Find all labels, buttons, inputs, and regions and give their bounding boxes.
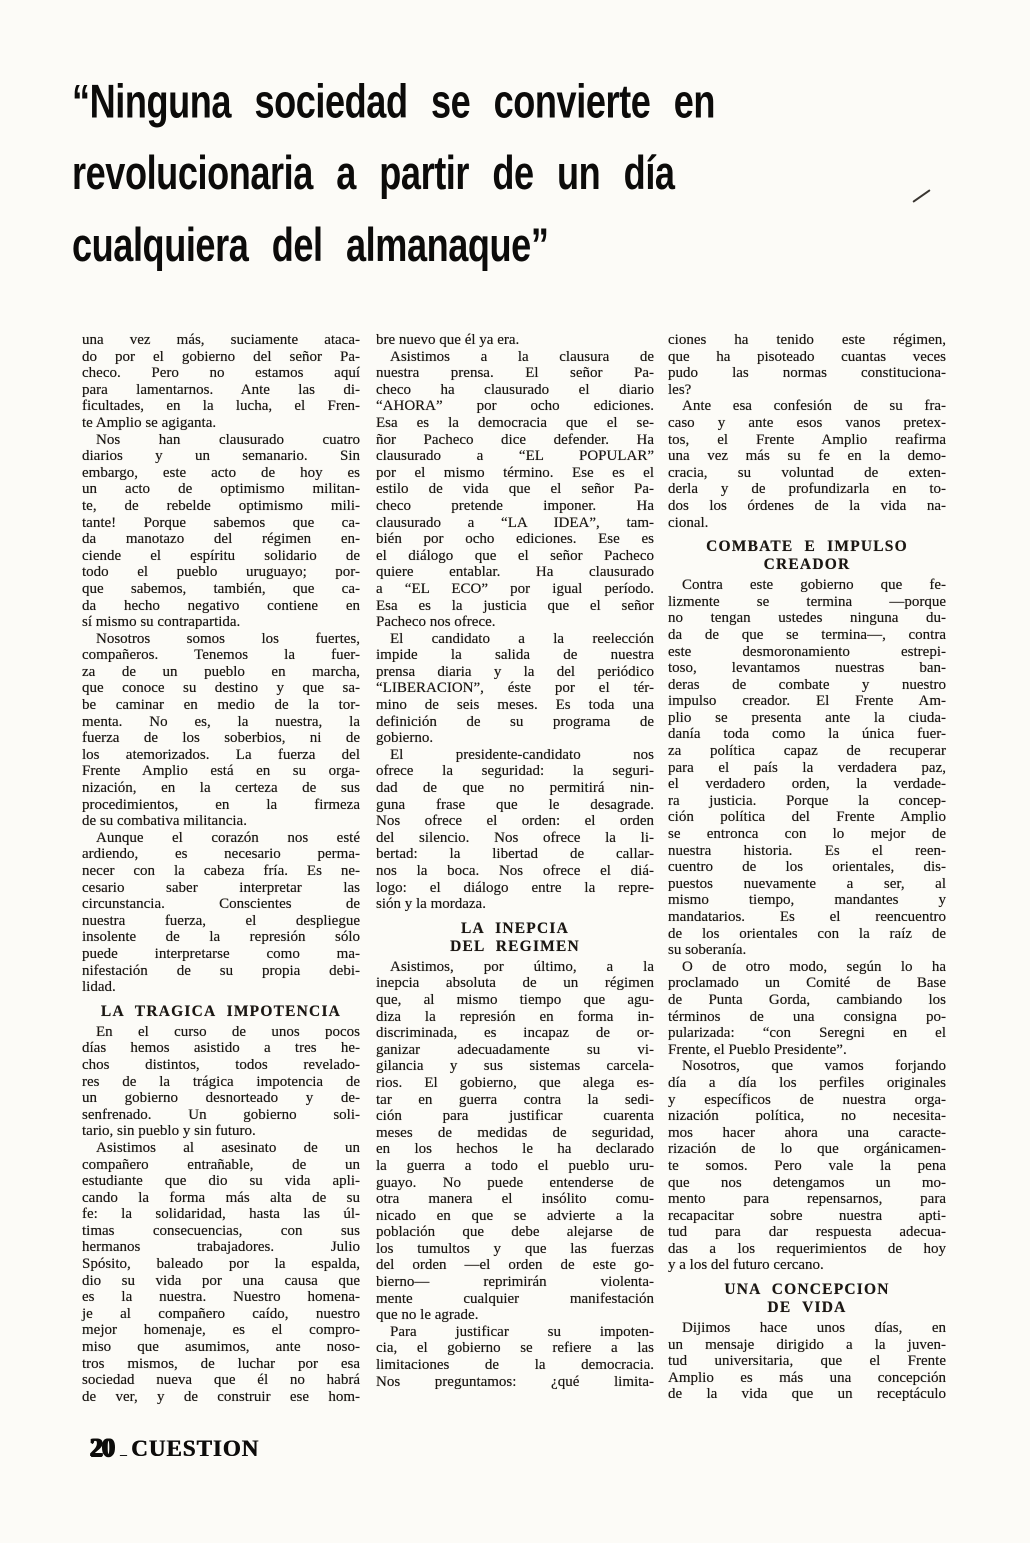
text-line: sión y la mordaza. xyxy=(376,896,486,913)
text-line: estudiante que dio su vida apli- xyxy=(82,1173,360,1190)
text-line: Aunque el corazón nos esté xyxy=(96,829,360,846)
article-column-2 xyxy=(376,332,654,1390)
text-line: te, de rebelde optimismo mili- xyxy=(82,497,360,514)
article-column-3 xyxy=(668,332,946,1403)
text-line: plio se presenta ante la ciuda- xyxy=(668,709,946,726)
text-line: diza la represión en forma in- xyxy=(376,1008,654,1025)
text-line: estilo de vida que el señor Pa- xyxy=(376,481,654,498)
text-line: mandatarios. Es el reencuentro xyxy=(668,909,946,925)
text-line: su soberanía. xyxy=(668,942,747,959)
text-line: prensa diaria y la del periódico xyxy=(376,663,654,680)
text-line: bre nuevo que él ya era. xyxy=(376,332,520,348)
text-line: Asistimos, por último, a la xyxy=(390,958,654,975)
heading-line: COMBATE E IMPULSO xyxy=(706,538,908,556)
article-headline xyxy=(72,66,743,281)
text-line: población que debe alejarse de xyxy=(376,1224,654,1241)
text-line: nuestra historia. Es el reen- xyxy=(668,842,946,859)
text-line: Frente, el Pueblo Presidente”. xyxy=(668,1041,847,1058)
text-line: bierno— reprimirán violenta- xyxy=(376,1274,654,1291)
text-line: de su combativa militancia. xyxy=(82,813,247,830)
page-number: 20 xyxy=(90,1433,114,1462)
text-line: embargo, este acto de hoy es xyxy=(82,464,360,481)
text-line: mejor homenaje, es el compro- xyxy=(82,1322,360,1339)
text-line: El candidato a la reelección xyxy=(390,630,654,647)
text-line: una vez más su fe en la demo- xyxy=(668,448,946,465)
text-line: Amplio es más una concepción xyxy=(668,1369,946,1386)
text-line: derla y de profundizarla en to- xyxy=(668,481,946,498)
article-column-1 xyxy=(82,332,360,1405)
text-line: este desmoronamiento estrepi- xyxy=(668,643,946,660)
text-line: clausurado a “LA IDEA”, tam- xyxy=(376,514,654,531)
text-line: ciones ha tenido este régimen, xyxy=(668,332,946,348)
publication-name: CUESTION xyxy=(131,1436,260,1461)
text-line: los atemorizados. La fuerza del xyxy=(82,746,360,763)
text-line: mos hacer ahora una caracte- xyxy=(668,1124,946,1141)
text-line: día a día los perfiles originales xyxy=(668,1074,946,1091)
text-line: cuentro de los orientales, dis- xyxy=(668,859,946,876)
text-line: za de un pueblo en marcha, xyxy=(82,663,360,680)
text-line: impulso creador. El Frente Am- xyxy=(668,693,946,710)
text-line: no tengan ustedes ninguna du- xyxy=(668,610,946,627)
text-line: circunstancia. Conscientes de xyxy=(82,896,360,913)
text-line: términos de una consigna po- xyxy=(668,1008,946,1025)
headline-line-2: revolucionaria a partir de un día xyxy=(72,146,675,200)
text-line: todo el pueblo uruguayo; por- xyxy=(82,564,360,581)
text-line: que no le agrade. xyxy=(376,1307,479,1324)
text-line: recapacitar sobre nuestra apti- xyxy=(668,1207,946,1224)
text-line: O de otro modo, según lo ha xyxy=(682,958,946,975)
text-line: ganizar adecuadamente su vi- xyxy=(376,1041,654,1058)
text-line: pularizada: “con Seregni en el xyxy=(668,1025,946,1042)
text-line: je al compañero caído, nuestro xyxy=(82,1305,360,1322)
page-footer xyxy=(90,1433,259,1463)
text-line: compañeros. Tenemos la fuer- xyxy=(82,647,360,664)
text-line: les? xyxy=(668,381,692,398)
footer-separator: _ xyxy=(120,1443,127,1458)
text-line: quiere entablar. Ha clausurado xyxy=(376,564,654,581)
text-line: checo. Pero no estamos aquí xyxy=(82,365,360,382)
text-line: ra justicia. Porque la concep- xyxy=(668,792,946,809)
text-line: da de que se termina—, contra xyxy=(668,626,946,643)
text-line: de ver, y de construir ese hom- xyxy=(82,1388,360,1405)
text-line: Para justificar su impoten- xyxy=(390,1323,654,1340)
text-line: necer con la cabeza fría. Es ne- xyxy=(82,863,360,879)
text-line: para lamentarnos. Ante las di- xyxy=(82,381,360,398)
text-line: tros mismos, de luchar por esa xyxy=(82,1355,360,1372)
text-line: miso que asumimos, ante noso- xyxy=(82,1339,360,1356)
text-line: dad de que no permitirá nin- xyxy=(376,780,654,797)
text-line: se entronca con lo mejor de xyxy=(668,826,946,843)
text-line: insolente de la represión sólo xyxy=(82,929,360,946)
text-line: para el país la verdadera paz, xyxy=(668,759,946,776)
text-line: una vez más, suciamente ataca- xyxy=(82,332,360,348)
text-line: mente cualquier manifestación xyxy=(376,1290,654,1307)
text-line: dio su vida por una causa que xyxy=(82,1272,360,1289)
text-line: ficultades, en la lucha, el Fren- xyxy=(82,398,360,415)
text-line: Ante esa confesión de su fra- xyxy=(682,398,946,415)
ink-stroke-mark xyxy=(912,189,930,203)
text-line: que conoce su destino y que sa- xyxy=(82,680,360,697)
paragraph xyxy=(82,1024,360,1140)
paragraph xyxy=(82,432,360,631)
text-line: cesario saber interpretar las xyxy=(82,879,360,896)
text-line: Nosotros somos los fuertes, xyxy=(96,630,360,647)
text-line: checo ha clausurado el diario xyxy=(376,381,654,398)
text-line: impide la salida de nuestra xyxy=(376,647,654,664)
text-line: da manotazo del régimen en- xyxy=(82,531,360,548)
text-line: gobierno. xyxy=(376,730,434,747)
text-line: de la vida que un receptáculo xyxy=(668,1386,946,1403)
text-line: Esa es la justicia que el señor xyxy=(376,597,654,614)
text-line: que nos detengamos un mo- xyxy=(668,1174,946,1191)
section-heading xyxy=(668,1281,946,1317)
text-line: chos distintos, todos revelado- xyxy=(82,1056,360,1073)
text-line: guayo. No puede entenderse de xyxy=(376,1174,654,1191)
text-line: “AHORA” por ocho ediciones. xyxy=(376,398,654,415)
paragraph xyxy=(376,332,654,349)
text-line: discriminada, es incapaz de or- xyxy=(376,1025,654,1042)
text-line: es la nuestra. Nuestro homena- xyxy=(82,1289,360,1306)
section-heading xyxy=(668,538,946,574)
text-line: puestos nuevamente a ser, al xyxy=(668,875,946,892)
text-line: do por el gobierno del señor Pa- xyxy=(82,348,360,365)
text-line: sí mismo su contrapartida. xyxy=(82,614,241,631)
text-line: ñor Pacheco dice defender. Ha xyxy=(376,431,654,448)
text-line: y a los del futuro cercano. xyxy=(668,1257,824,1274)
text-line: cia, el gobierno se refiere a las xyxy=(376,1340,654,1357)
text-line: gilancia y sus sistemas carcela- xyxy=(376,1058,654,1075)
text-line: procedimientos, en la firmeza xyxy=(82,796,360,813)
text-line: be caminar en medio de la tor- xyxy=(82,697,360,714)
heading-line: CREADOR xyxy=(763,556,851,574)
text-line: logo: el diálogo entre la repre- xyxy=(376,879,654,896)
paragraph xyxy=(668,1058,946,1274)
text-line: de los orientales con la raíz de xyxy=(668,925,946,942)
text-line: que sabemos, también, que ca- xyxy=(82,580,360,597)
text-line: En el curso de unos pocos xyxy=(96,1023,360,1040)
paragraph xyxy=(668,332,946,398)
text-line: nuestra prensa. El señor Pa- xyxy=(376,365,654,382)
text-line: que ha pisoteado cuantas veces xyxy=(668,348,946,365)
text-line: a “EL ECO” por igual período. xyxy=(376,580,654,597)
text-line: das a los requerimientos de hoy xyxy=(668,1240,946,1257)
section-heading xyxy=(82,1003,360,1021)
text-line: tante! Porque sabemos que ca- xyxy=(82,514,360,531)
headline-line-3: cualquiera del almanaque” xyxy=(72,218,549,271)
text-line: Esa es la democracia que el se- xyxy=(376,414,654,431)
text-line: Frente Amplio está en su orga- xyxy=(82,763,360,780)
text-line: senfrenado. Un gobierno soli- xyxy=(82,1106,360,1123)
text-line: limitaciones de la democracia. xyxy=(376,1357,654,1374)
text-line: fuerza de los soberbios, ni de xyxy=(82,730,360,747)
text-line: ardiendo, es necesario perma- xyxy=(82,846,360,863)
text-line: y específicos de nuestra orga- xyxy=(668,1091,946,1108)
text-line: rios. El gobierno, que alega es- xyxy=(376,1074,654,1091)
text-line: mismo tiempo, mandantes y xyxy=(668,892,946,909)
text-line: za política capaz de recuperar xyxy=(668,743,946,760)
text-line: Contra este gobierno que fe- xyxy=(682,577,946,594)
text-line: ción para justificar cuarenta xyxy=(376,1108,654,1125)
paragraph xyxy=(376,747,654,913)
text-line: te Amplio se agiganta. xyxy=(82,414,217,431)
paragraph xyxy=(82,631,360,830)
text-line: nización, en la certeza de sus xyxy=(82,780,360,797)
text-line: lidad. xyxy=(82,979,116,996)
text-line: meses de medidas de seguridad, xyxy=(376,1124,654,1141)
text-line: Asistimos al asesinato de un xyxy=(96,1139,360,1156)
text-line: un mensaje dirigido a la juven- xyxy=(668,1336,946,1353)
text-line: pudo las normas constituciona- xyxy=(668,365,946,382)
text-line: “LIBERACION”, éste por el tér- xyxy=(376,680,654,697)
section-heading xyxy=(376,920,654,956)
text-line: bertad: la libertad de callar- xyxy=(376,846,654,863)
text-line: Pacheco nos ofrece. xyxy=(376,614,496,631)
text-line: tar en guerra contra la sedi- xyxy=(376,1091,654,1108)
text-line: dos los órdenes de la vida na- xyxy=(668,497,946,514)
headline-line-1: “Ninguna sociedad se convierte en xyxy=(72,74,716,128)
text-line: proclamado un Comité de Base xyxy=(668,975,946,992)
text-line: clausurado a “EL POPULAR” xyxy=(376,448,654,465)
paragraph xyxy=(668,1320,946,1403)
text-line: toso, levantamos nuestras ban- xyxy=(668,660,946,677)
paragraph xyxy=(376,631,654,747)
text-line: diarios y un semanario. Sin xyxy=(82,448,360,465)
text-line: el verdadero orden, la verdade- xyxy=(668,776,946,793)
text-line: rización de lo que orgánicamen- xyxy=(668,1141,946,1158)
text-line: compañero entrañable, de un xyxy=(82,1156,360,1173)
paragraph xyxy=(82,1140,360,1406)
text-line: res de la trágica impotencia de xyxy=(82,1073,360,1090)
text-line: guna frase que le desagrade. xyxy=(376,796,654,813)
text-line: que, al mismo tiempo que agu- xyxy=(376,991,654,1008)
text-line: nuestra fuerza, el despliegue xyxy=(82,912,360,929)
text-line: Nos preguntamos: ¿qué limita- xyxy=(376,1373,654,1390)
text-line: fe: la solidaridad, hasta las úl- xyxy=(82,1206,360,1223)
text-line: los tumultos y que las fuerzas xyxy=(376,1240,654,1257)
text-line: en los hechos le ha declarado xyxy=(376,1141,654,1158)
paragraph xyxy=(668,959,946,1059)
text-line: nifestación de su propia debi- xyxy=(82,962,360,979)
text-line: bién por ocho ediciones. Ese es xyxy=(376,531,654,548)
text-line: de Punta Gorda, cambiando los xyxy=(668,991,946,1008)
text-line: Spósito, baleado por la espalda, xyxy=(82,1256,360,1273)
paragraph xyxy=(376,349,654,631)
text-line: ción política del Frente Amplio xyxy=(668,809,946,826)
paragraph xyxy=(376,1324,654,1390)
text-line: del silencio. Nos ofrece la li- xyxy=(376,829,654,846)
text-line: deras de combate y nuestro xyxy=(668,676,946,693)
text-line: caso y ante esos vanos pretex- xyxy=(668,414,946,431)
text-line: sociedad nueva que él no habrá xyxy=(82,1372,360,1389)
text-line: El presidente-candidato nos xyxy=(390,746,654,763)
text-line: tario, sin pueblo y sin futuro. xyxy=(82,1123,256,1140)
text-line: nos la boca. Nos ofrece el diá- xyxy=(376,863,654,879)
text-line: tud para dar respuesta adecua- xyxy=(668,1224,946,1241)
text-line: te somos. Pero vale la pena xyxy=(668,1157,946,1174)
text-line: cional. xyxy=(668,514,709,531)
text-line: días hemos asistido a tres he- xyxy=(82,1040,360,1057)
text-line: un acto de optimismo militan- xyxy=(82,481,360,498)
heading-line: DEL REGIMEN xyxy=(450,937,580,955)
text-line: timas consecuencias, con sus xyxy=(82,1222,360,1239)
text-line: hermanos trabajadores. Julio xyxy=(82,1239,360,1256)
heading-line: LA TRAGICA IMPOTENCIA xyxy=(100,1002,342,1020)
text-line: inepcia absoluta de un régimen xyxy=(376,975,654,992)
text-line: Dijimos hace unos días, en xyxy=(682,1320,946,1337)
paragraph xyxy=(668,577,946,959)
text-line: ofrece la seguridad: la seguri- xyxy=(376,763,654,780)
text-line: mento para repensarnos, para xyxy=(668,1191,946,1208)
text-line: Nos han clausurado cuatro xyxy=(96,431,360,448)
text-line: cando la forma más alta de su xyxy=(82,1189,360,1206)
text-line: la guerra a todo el pueblo uru- xyxy=(376,1157,654,1174)
text-line: otra manera el insólito comu- xyxy=(376,1191,654,1208)
heading-line: UNA CONCEPCION xyxy=(724,1281,890,1299)
text-line: nización política, no necesita- xyxy=(668,1108,946,1125)
text-line: por el mismo término. Ese es el xyxy=(376,464,654,481)
paragraph xyxy=(82,332,360,432)
text-line: lizmente se termina —porque xyxy=(668,593,946,610)
text-line: Asistimos a la clausura de xyxy=(390,348,654,365)
paragraph xyxy=(82,830,360,996)
text-line: da hecho negativo contiene en xyxy=(82,597,360,614)
text-line: el diálogo que el señor Pacheco xyxy=(376,547,654,564)
text-line: Nosotros, que vamos forjando xyxy=(682,1058,946,1075)
text-line: definición de su programa de xyxy=(376,713,654,730)
text-line: ciende el espíritu solidario de xyxy=(82,547,360,564)
heading-line: DE VIDA xyxy=(767,1299,847,1317)
paragraph xyxy=(668,398,946,531)
text-line: checo pretende imponer. Ha xyxy=(376,497,654,514)
paragraph xyxy=(376,959,654,1324)
text-line: mino de seis meses. Es toda una xyxy=(376,697,654,714)
text-line: puede interpretarse como ma- xyxy=(82,945,360,962)
text-line: tos, el Frente Amplio reafirma xyxy=(668,431,946,448)
text-line: cracia, su voluntad de exten- xyxy=(668,464,946,481)
text-line: Nos ofrece el orden: el orden xyxy=(376,813,654,830)
text-line: tud universitaria, que el Frente xyxy=(668,1353,946,1370)
text-line: danía toda como la única fuer- xyxy=(668,726,946,743)
text-line: menta. No es, la nuestra, la xyxy=(82,713,360,730)
text-line: un gobierno desnorteado y de- xyxy=(82,1090,360,1107)
text-line: del orden —el orden de este go- xyxy=(376,1257,654,1274)
heading-line: LA INEPCIA xyxy=(460,919,569,937)
text-line: nicado en que se advierte a la xyxy=(376,1207,654,1224)
